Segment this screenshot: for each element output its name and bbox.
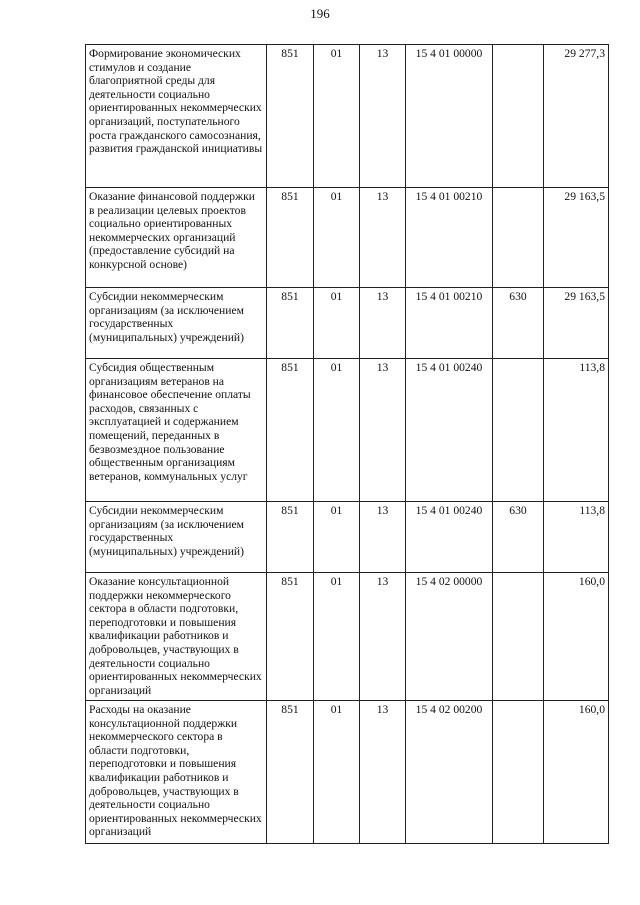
row-name: Формирование экономических стимулов и создание благоприятной среды для деятельности социально ориентированных некоммерческих организаций, поступательного роста гражданского самосознания, развития гражданской инициативы (86, 45, 267, 188)
table-row (86, 701, 609, 844)
row-section-code: 01 (314, 45, 360, 188)
row-department-code: 851 (267, 45, 314, 188)
table-row (86, 359, 609, 502)
row-target-item-code: 15 4 01 00000 (406, 45, 493, 188)
row-name: Расходы на оказание консультационной поддержки некоммерческого сектора в области подготовки, переподготовки и повышения квалификации работников и добровольцев, участвующих в деятельности социально ориентированных некоммерческих организаций (86, 701, 267, 844)
row-department-code: 851 (267, 359, 314, 502)
row-department-code: 851 (267, 502, 314, 573)
row-section-code: 01 (314, 701, 360, 844)
row-department-code: 851 (267, 188, 314, 288)
row-expense-type-code (493, 188, 544, 288)
row-amount: 29 277,3 (544, 45, 609, 188)
row-amount: 29 163,5 (544, 288, 609, 359)
row-expense-type-code (493, 45, 544, 188)
row-department-code: 851 (267, 701, 314, 844)
table-row (86, 288, 609, 359)
row-department-code: 851 (267, 573, 314, 701)
row-section-code: 01 (314, 359, 360, 502)
row-amount: 113,8 (544, 359, 609, 502)
table-row (86, 502, 609, 573)
page-number: 196 (310, 6, 330, 21)
row-name: Субсидия общественным организациям ветеранов на финансовое обеспечение оплаты расходов, связанных с эксплуатацией и содержанием помещений, переданных в безвозмездное пользование общественным организациям ветеранов, коммунальных услуг (86, 359, 267, 502)
row-subsection-code: 13 (360, 502, 406, 573)
row-subsection-code: 13 (360, 188, 406, 288)
row-subsection-code: 13 (360, 359, 406, 502)
table-row (86, 573, 609, 701)
row-amount: 160,0 (544, 573, 609, 701)
row-name: Субсидии некоммерческим организациям (за исключением государственных (муниципальных) учреждений) (86, 288, 267, 359)
row-expense-type-code: 630 (493, 502, 544, 573)
row-subsection-code: 13 (360, 573, 406, 701)
row-name: Оказание финансовой поддержки в реализации целевых проектов социально ориентированных некоммерческих организаций (предоставление субсидий на конкурсной основе) (86, 188, 267, 288)
row-amount: 29 163,5 (544, 188, 609, 288)
row-target-item-code: 15 4 01 00240 (406, 359, 493, 502)
row-amount: 160,0 (544, 701, 609, 844)
row-expense-type-code (493, 573, 544, 701)
row-target-item-code: 15 4 01 00210 (406, 288, 493, 359)
budget-table (85, 44, 609, 844)
row-section-code: 01 (314, 502, 360, 573)
row-target-item-code: 15 4 02 00000 (406, 573, 493, 701)
row-amount: 113,8 (544, 502, 609, 573)
row-expense-type-code (493, 359, 544, 502)
row-name: Оказание консультационной поддержки некоммерческого сектора в области подготовки, переподготовки и повышения квалификации работников и добровольцев, участвующих в деятельности социально ориентированных некоммерческих организаций (86, 573, 267, 701)
row-target-item-code: 15 4 01 00210 (406, 188, 493, 288)
row-section-code: 01 (314, 288, 360, 359)
table-row (86, 45, 609, 188)
row-subsection-code: 13 (360, 45, 406, 188)
row-name: Субсидии некоммерческим организациям (за исключением государственных (муниципальных) учреждений) (86, 502, 267, 573)
table-row (86, 188, 609, 288)
row-expense-type-code: 630 (493, 288, 544, 359)
row-section-code: 01 (314, 188, 360, 288)
row-target-item-code: 15 4 01 00240 (406, 502, 493, 573)
row-department-code: 851 (267, 288, 314, 359)
row-section-code: 01 (314, 573, 360, 701)
row-expense-type-code (493, 701, 544, 844)
row-target-item-code: 15 4 02 00200 (406, 701, 493, 844)
row-subsection-code: 13 (360, 701, 406, 844)
row-subsection-code: 13 (360, 288, 406, 359)
